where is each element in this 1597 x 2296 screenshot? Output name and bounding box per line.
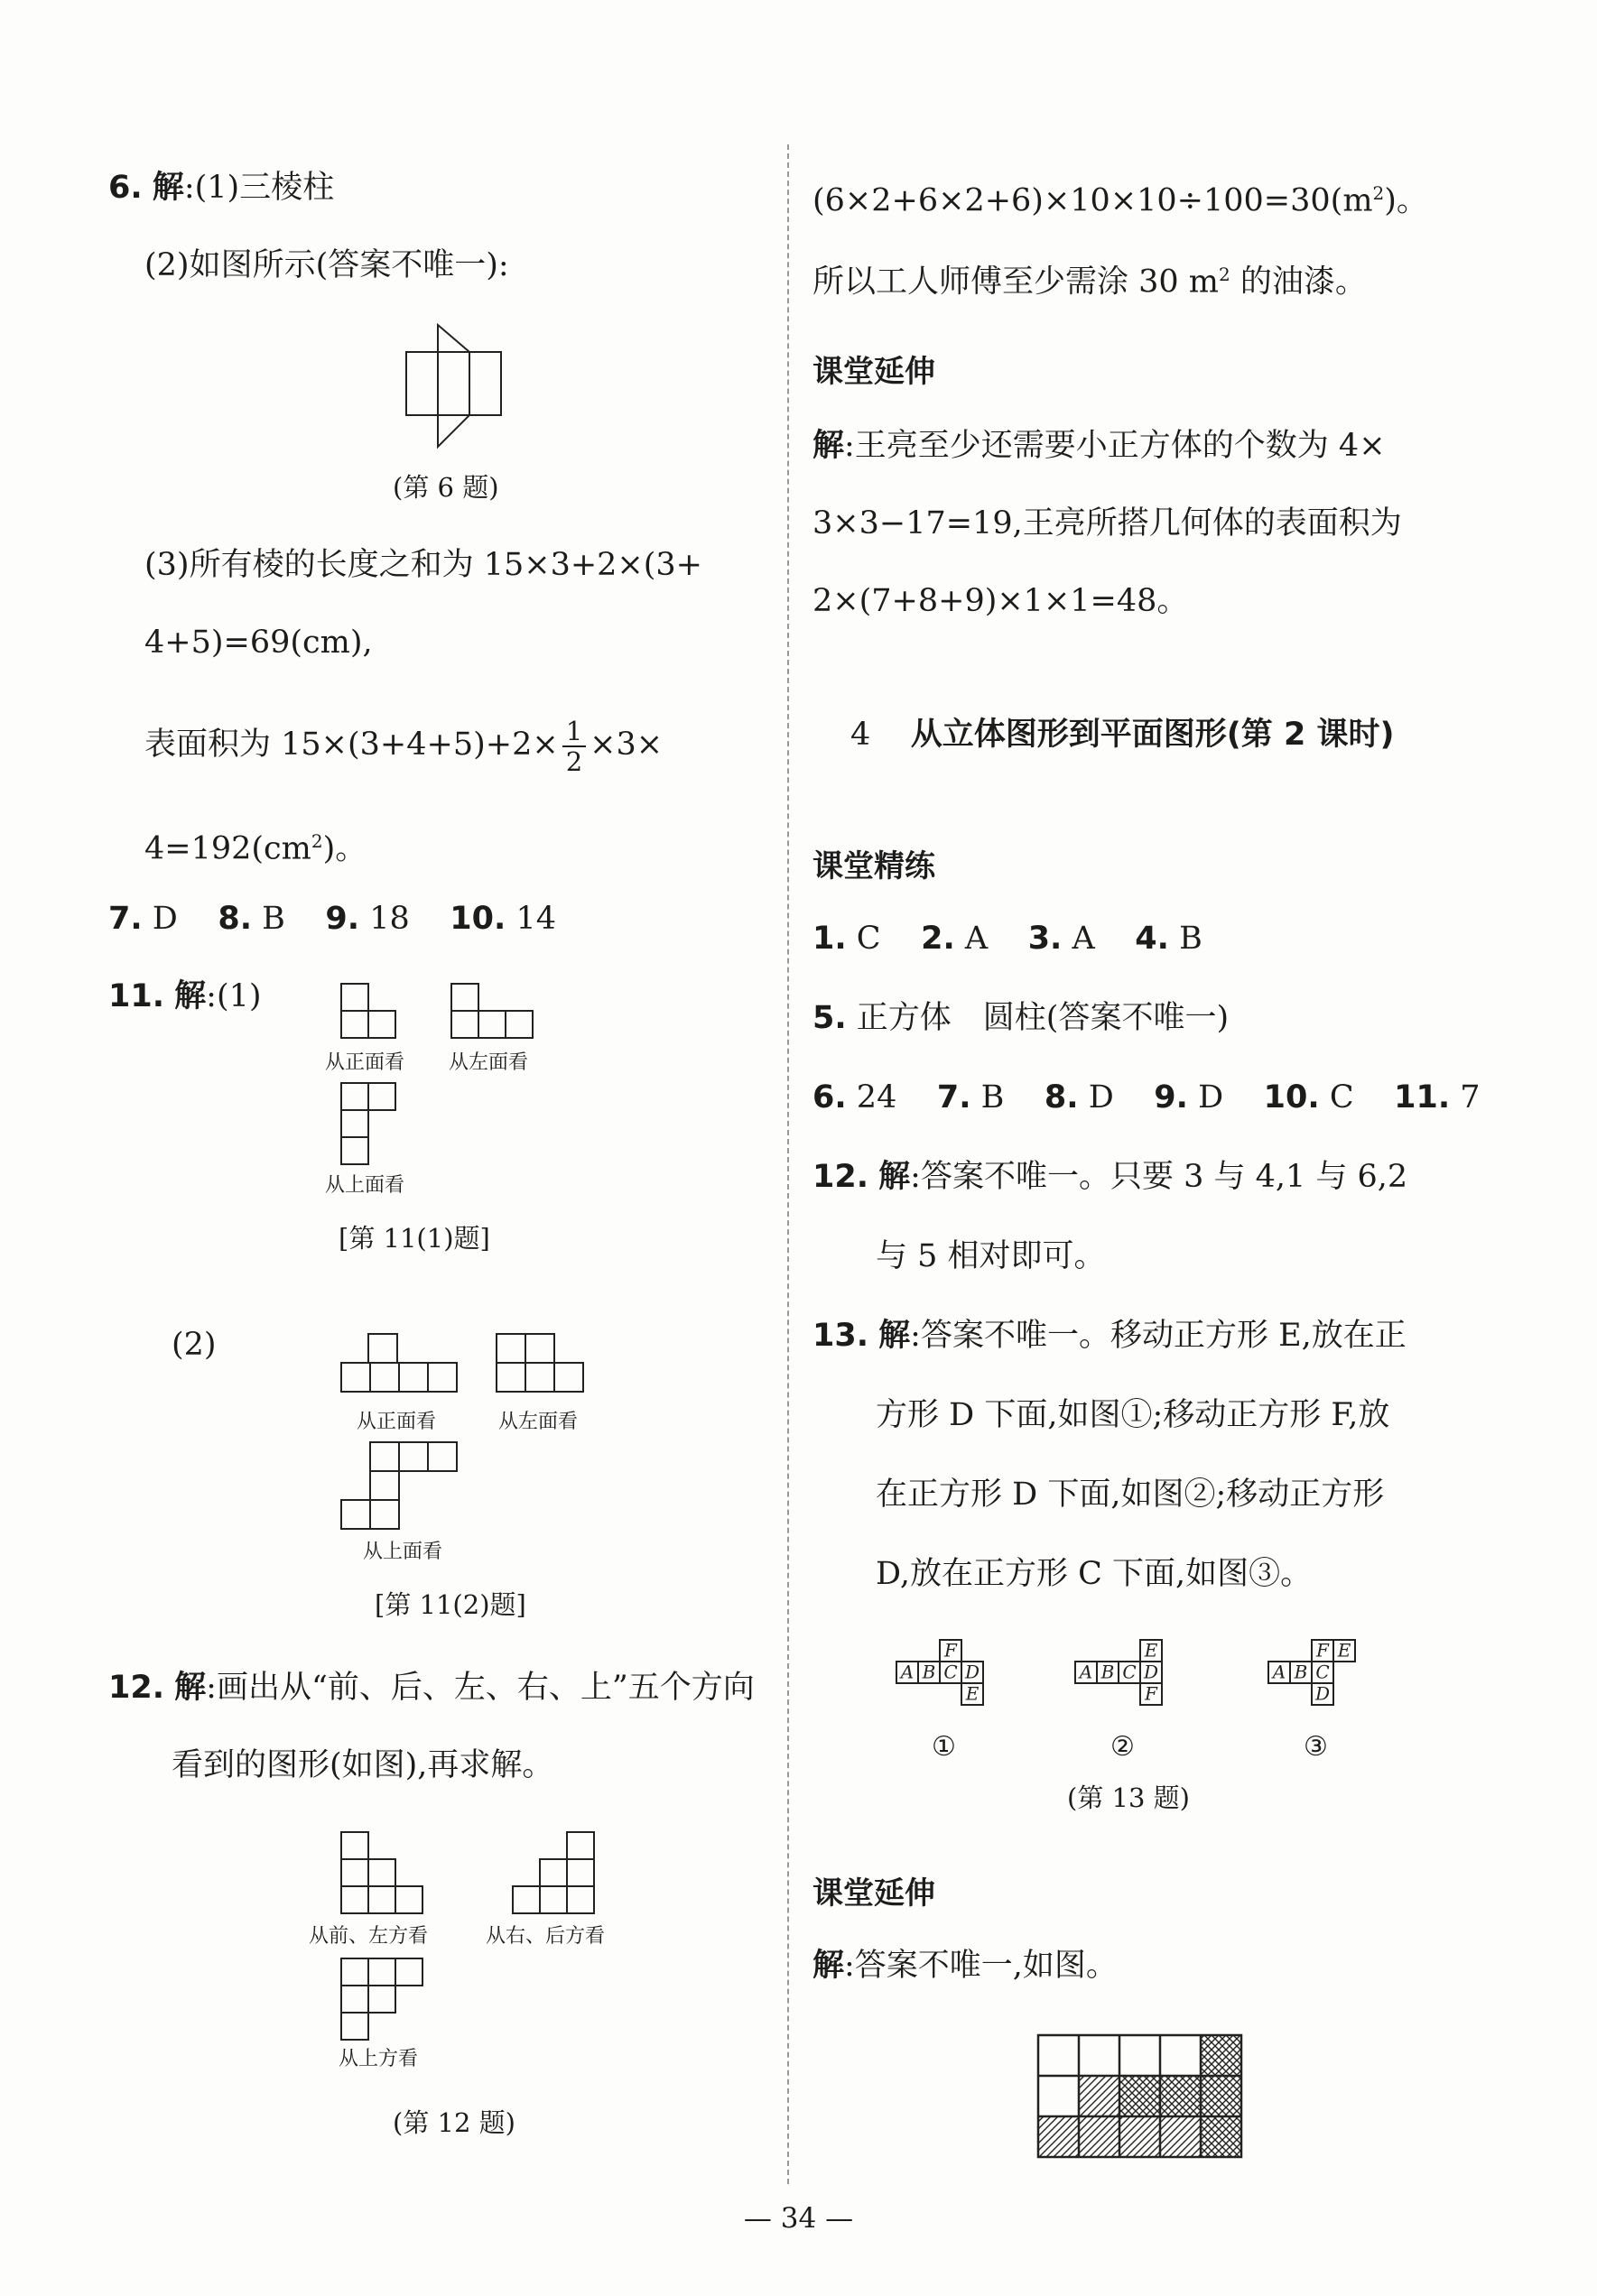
q13-fig-label-3: ③ <box>1304 1731 1328 1763</box>
svg-text:F: F <box>944 1639 957 1662</box>
q6-prism-net-figure <box>397 325 515 460</box>
ext1-line3: 2×(7+8+9)×1×1=48。 <box>812 583 1189 619</box>
svg-text:E: E <box>1144 1639 1158 1662</box>
net-cell-C <box>1312 1662 1333 1683</box>
paint-calc-line: $(6\times 2+6\times 2+6)\times 10\times 10\div 100=30(m^2)$。 <box>812 182 1428 219</box>
extension-hatched-grid-figure <box>1038 2035 1255 2171</box>
net-cell-E <box>1333 1640 1355 1662</box>
q12-front-left-label: 从前、左方看 <box>309 1925 429 1948</box>
svg-text:F: F <box>1145 1682 1157 1705</box>
svg-text:A: A <box>1079 1661 1093 1683</box>
svg-text:A: A <box>1272 1661 1286 1683</box>
q11-1-caption: [第 11(1)题] <box>339 1223 490 1254</box>
net-cell-F <box>1140 1683 1162 1705</box>
net-cell-D <box>961 1662 983 1683</box>
q13-fig-label-2: ② <box>1110 1731 1135 1763</box>
net-cell-A <box>1075 1662 1097 1683</box>
q6-part2: (2)如图所示(答案不唯一): <box>144 247 509 283</box>
net-cell-A <box>896 1662 918 1683</box>
q12r-line2: 与 5 相对即可。 <box>876 1238 1106 1274</box>
net-cell-B <box>1290 1662 1312 1683</box>
one-half-fraction: $\frac{1}{2}$ <box>562 717 586 776</box>
q13-fig-label-1: ① <box>932 1731 956 1763</box>
answers-1-4: 1. C 2. A 3. A 4. B <box>812 921 1202 957</box>
svg-text:C: C <box>943 1661 958 1683</box>
q13-line3: 在正方形 D 下面,如图②;移动正方形 <box>876 1477 1385 1513</box>
q11-1-front-view <box>341 984 422 1056</box>
net-cell-C <box>1119 1662 1140 1683</box>
q13-line4: D,放在正方形 C 下面,如图③。 <box>876 1556 1313 1592</box>
svg-text:B: B <box>1100 1661 1115 1683</box>
svg-text:F: F <box>1316 1639 1329 1662</box>
q12r-line1: 12. 解:答案不唯一。只要 3 与 4,1 与 6,2 <box>812 1159 1408 1195</box>
q11-line1: 11. 解:(1) <box>108 978 262 1014</box>
q13-caption: (第 13 题) <box>1067 1782 1190 1813</box>
q12-caption: (第 12 题) <box>393 2107 515 2138</box>
practice-heading: 课堂精练 <box>812 848 935 884</box>
ext2-line: 解:答案不唯一,如图。 <box>812 1948 1118 1984</box>
q11-2-caption: [第 11(2)题] <box>375 1589 526 1620</box>
q12-top-view <box>341 1958 432 2049</box>
svg-text:E: E <box>965 1682 980 1705</box>
q11-2-top-label: 从上面看 <box>363 1541 443 1563</box>
q6-part3-b: 4+5)=69(cm), <box>144 625 373 661</box>
q6-area-result: $4=192(cm^2)$。 <box>144 830 367 867</box>
q12-line1: 12. 解:画出从“前、后、左、右、上”五个方向 <box>108 1670 755 1706</box>
q6-area-line: 表面积为 15×(3+4+5)+2× $\frac{1}{2}$ ×3× <box>144 715 664 777</box>
q11-1-left-label: 从左面看 <box>449 1051 529 1074</box>
q12-line2: 看到的图形(如图),再求解。 <box>172 1747 554 1783</box>
net-cell-B <box>918 1662 940 1683</box>
net-cell-D <box>1140 1662 1162 1683</box>
answers-6-11: 6. 24 7. B 8. D 9. D 10. C 11. 7 <box>812 1079 1481 1116</box>
net-cell-F <box>940 1640 961 1662</box>
net-cell-D <box>1312 1683 1333 1705</box>
ext1-line2: 3×3−17=19,王亮所搭几何体的表面积为 <box>812 505 1402 542</box>
q11-1-top-label: 从上面看 <box>325 1174 405 1197</box>
answer-5: 5. 正方体 圆柱(答案不唯一) <box>812 1000 1230 1036</box>
net-cell-C <box>940 1662 961 1683</box>
ext1-line1: 解:王亮至少还需要小正方体的个数为 4× <box>812 428 1386 464</box>
svg-text:A: A <box>900 1661 915 1683</box>
q11-2-top-view <box>341 1442 468 1541</box>
svg-text:D: D <box>964 1661 980 1683</box>
paint-conclusion-line: 所以工人师傅至少需涂 30 $m^2$ 的油漆。 <box>812 264 1367 301</box>
q13-net-figure-3 <box>1264 1635 1381 1717</box>
section-heading: 4 从立体图形到平面图形(第 2 课时) <box>850 717 1395 753</box>
column-divider <box>787 144 789 2184</box>
q11-2-left-view <box>497 1334 596 1406</box>
net-cell-F <box>1312 1640 1333 1662</box>
q12-front-left-view <box>341 1832 432 1922</box>
q11-1-top-view <box>341 1083 422 1182</box>
svg-text:B: B <box>922 1661 936 1683</box>
extension-heading-1: 课堂延伸 <box>812 354 935 390</box>
svg-text:E: E <box>1337 1639 1351 1662</box>
extension-heading-2: 课堂延伸 <box>812 1875 935 1912</box>
svg-text:D: D <box>1143 1661 1159 1683</box>
q12-right-back-label: 从右、后方看 <box>486 1925 606 1948</box>
q12-right-back-view <box>513 1832 603 1922</box>
net-cell-E <box>961 1683 983 1705</box>
q13-line1: 13. 解:答案不唯一。移动正方形 E,放在正 <box>812 1318 1407 1354</box>
q11-2-front-view <box>341 1334 468 1406</box>
q13-net-figure-1 <box>892 1635 1009 1717</box>
svg-text:C: C <box>1315 1661 1330 1683</box>
svg-text:D: D <box>1314 1682 1331 1705</box>
q11-part2: (2) <box>172 1327 217 1363</box>
q13-net-figure-2 <box>1071 1635 1188 1717</box>
q6-caption: (第 6 题) <box>393 472 499 503</box>
q6-part3-a: (3)所有棱的长度之和为 15×3+2×(3+ <box>144 547 703 583</box>
net-cell-B <box>1097 1662 1119 1683</box>
q7-10-answers: 7. D 8. B 9. 18 10. 14 <box>108 901 556 937</box>
q12-top-label: 从上方看 <box>339 2048 419 2070</box>
q6-line1: 6. 解:(1)三棱柱 <box>108 170 335 206</box>
right-column <box>812 0 1481 2220</box>
svg-text:B: B <box>1294 1661 1308 1683</box>
left-column <box>108 0 776 2220</box>
q11-1-left-view <box>451 984 551 1056</box>
page-number: — 34 — <box>743 2202 854 2235</box>
q13-line2: 方形 D 下面,如图①;移动正方形 F,放 <box>876 1397 1390 1433</box>
net-cell-A <box>1268 1662 1290 1683</box>
q11-1-front-label: 从正面看 <box>325 1051 405 1074</box>
q11-2-front-label: 从正面看 <box>357 1411 437 1433</box>
q11-2-left-label: 从左面看 <box>498 1411 579 1433</box>
net-cell-E <box>1140 1640 1162 1662</box>
svg-text:C: C <box>1122 1661 1137 1683</box>
